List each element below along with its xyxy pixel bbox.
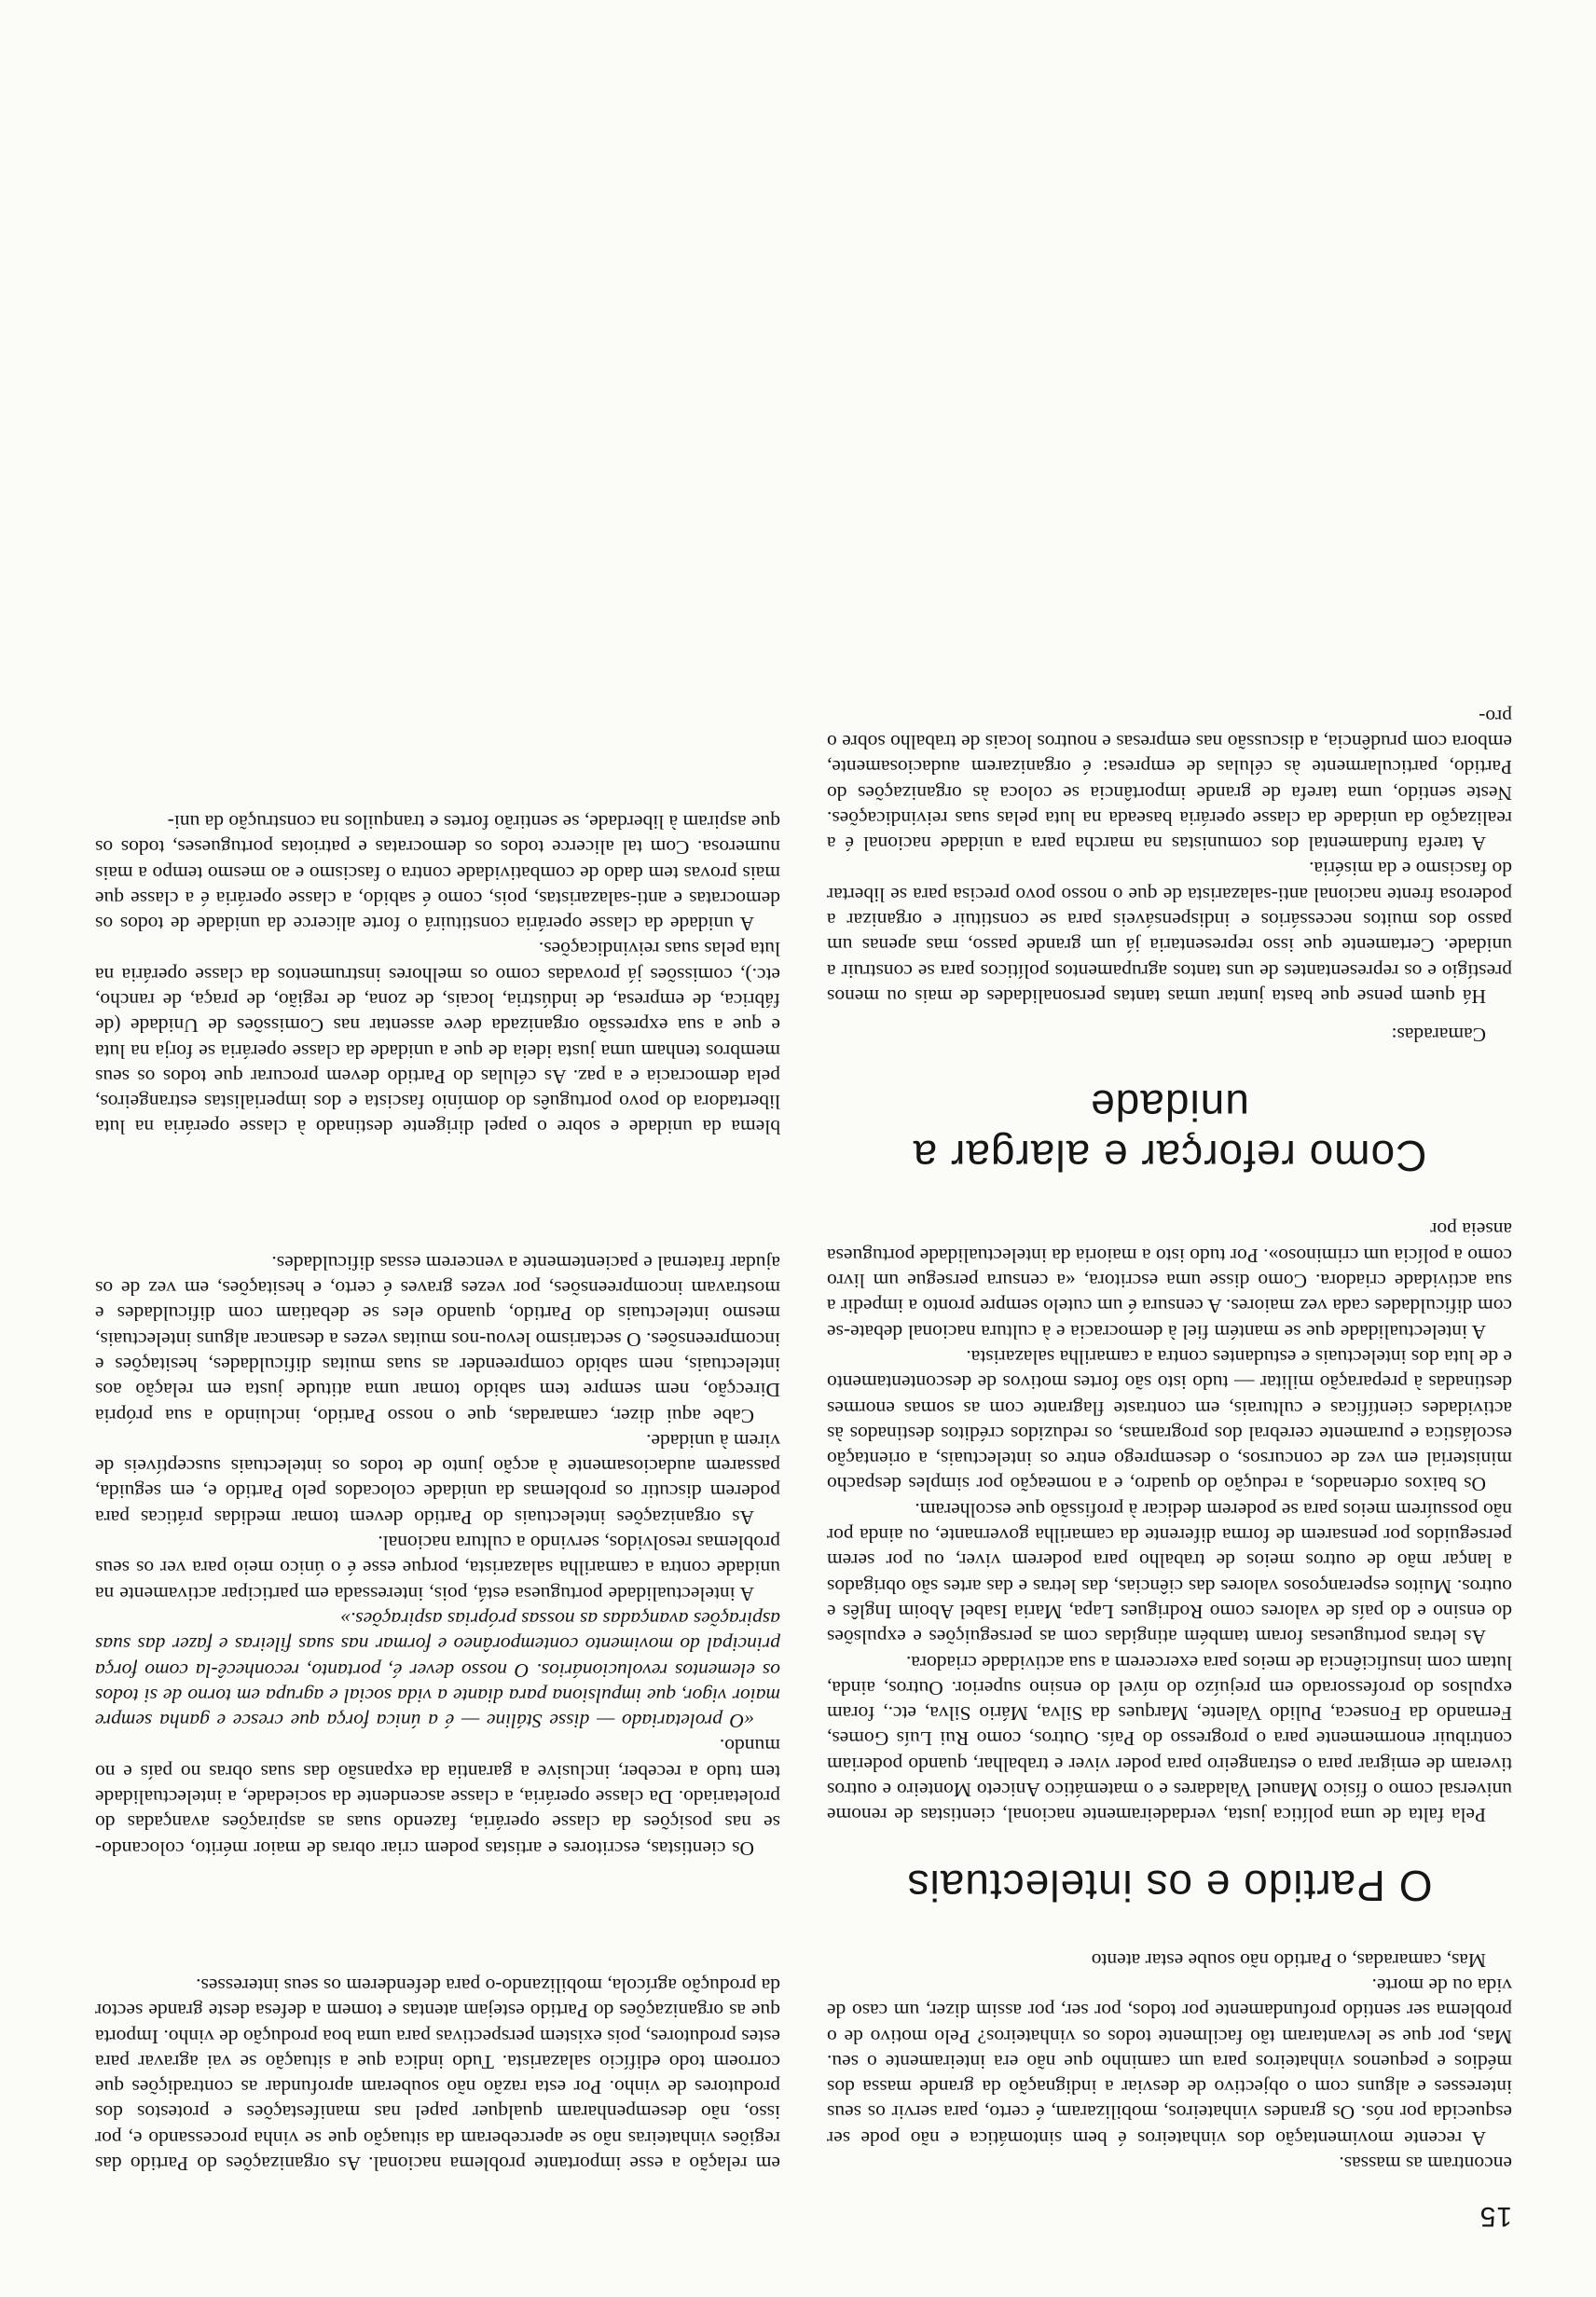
paragraph: A recente movimentação dos vinhateiros é bem sintomática e não pode ser esquecida por nós. Os grandes vinhateiros, mobilizaram, é certo, para servir os seus interesses e alguns com o objectivo de desviar a indignação da grande massa dos médios e pequenos vinhateiros para um caminho que não era inteiramente o seu. Mas, por que se levantaram tão facilmente todos os vinhateiros? Pelo motivo de o problema ser sentido profundamente por todos, por ser, por assim dizer, um caso de vida ou de morte. bbox=[827, 1974, 1512, 2150]
paragraph: Pela falta de uma política justa, verdadeiramente nacional, cientistas de renome universal como o físico Manuel Valadares e o matemático Aniceto Monteiro e outros tiveram de emigrar para o estrangeiro para poder viver e trabalhar, quando poderiam contribuir enormemente para o progresso do País. Outros, como Rui Luís Gomes, Fernando da Fonseca, Pulido Valente, Marques da Silva, Mário Silva, etc., foram expulsos do professorado em prejuízo do nível do ensino superior. Outros, ainda, lutam com insuficiência de meios para exercerem a sua actividade criadora. bbox=[827, 1651, 1512, 1827]
page-content bbox=[95, 41, 1512, 2241]
right-column bbox=[95, 50, 780, 2176]
paragraph: Os baixos ordenados, a redução do quadro, e a nomeação por simples despacho ministerial em vez de concursos, o desemprego entre os intelectuais, a orientação escolástica e puramente cerebral dos programas, os reduzidos créditos destinados às actividades científicas e culturais, em contraste flagrante com as somas enormes destinadas à preparação militar — tudo isto são fortes motivos de descontentamento e de luta dos intelectuais e estudantes contra a camarilha salazarista. bbox=[827, 1345, 1512, 1496]
paragraph: A tarefa fundamental dos comunistas na marcha para a unidade nacional é a realização da unidade da classe operária baseada na luta pelas suas reivindicações. Neste sentido, uma tarefa de grande importância se coloca às organizações do Partido, particularmente às células de empresa: é organizarem audaciosamente, embora com prudência, a discussão nas empresas e noutros locais de trabalho sobre o pro- bbox=[827, 705, 1512, 856]
paragraph: A intelectualidade que se mantém fiel à democracia e à cultura nacional debate-se com dificuldades cada vez maiores. A censura é um cutelo sempre pronto a impedir a sua actividade criadora. Como disse uma escritora, «a censura persegue um livro como a polícia um criminoso». Por tudo isto a maioria da intelectualidade portuguesa anseia por bbox=[827, 1218, 1512, 1343]
paragraph: blema da unidade e sobre o papel dirigente destinado à classe operária na luta libertadora do povo português do domínio fascista e dos imperialistas estrangeiros, pela democracia e a paz. As células do Partido devem procurar que todos os seus membros tenham uma justa ideia de que a unidade da classe operária se forja na luta e que a sua expressão organizada deve assentar nas Comissões de Unidade (de fábrica, de empresa, de indústria, locais, de zona, de região, de praça, de rancho, etc.), comissões já provadas como os melhores instrumentos da classe operária na luta pelas suas reivindicações. bbox=[95, 938, 780, 1139]
column-gap bbox=[95, 1140, 780, 1250]
quote-text: «O proletariado — disse Stáline — é a única força que cresce e ganha sempre maior vigor, que impulsiona para diante a vida social e agrupa em torno de si todos os elementos revolucionários. O nosso dever é, portanto, reconhecê-la como força principal do movimento contemporâneo e formar nas suas fileiras e fazer das suas aspirações avançadas as nossas próprias aspirações.» bbox=[95, 1607, 780, 1733]
paragraph: encontram as massas. bbox=[1339, 2153, 1512, 2175]
paragraph: A intelectualidade portuguesa está, pois, interessada em participar activamente na unidade contra a camarilha salazarista, porque esse é o único meio para ver os seus problemas resolvidos, servindo a cultura nacional. bbox=[95, 1532, 780, 1605]
paragraph: em relação a esse importante problema nacional. As organizações do Partido das regiões vinhateiras não se aperceberam da situação que se vinha processando e, por isso, não desempenharam qualquer papel nas manifestações e protestos dos produtores de vinho. Por esta razão não souberam aprofundar as contradições que corroem todo edifício salazarista. Tudo indica que a situação se vai agravar para estes produtores, pois existem perspectivas para uma boa produção de vinho. Importa que as organizações do Partido estejam atentas e tomem a defesa deste grande sector da produção agrícola, mobilizando-o para defenderem os seus interesses. bbox=[95, 1974, 780, 2175]
text-columns bbox=[95, 50, 1512, 2176]
salutation: Camaradas: bbox=[1391, 1024, 1486, 1047]
paragraph: Há quem pense que basta juntar umas tantas personalidades de mais ou menos prestígio e os representantes de uns tantos agrupamentos políticos para se construir a unidade. Certamente que isso representaria já um grande passo, mas apenas um passo dos muitos necessários e indispensáveis para se constituir e organizar a poderosa frente nacional anti-salazarista de que o nosso povo precisa para se libertar do fascismo e da miséria. bbox=[827, 858, 1512, 1008]
paragraph: As letras portuguesas foram também atingidas com as perseguições e expulsões do ensino e do país de valores como Rodrigues Lapa, Maria Isabel Aboim Inglês e outros. Muitos esperançosos valores das ciências, das letras e das artes são obrigados a lançar mão de outros meios de trabalho para poderem viver, ou por serem perseguidos por pensarem de forma diferente da camarilha governante, ou ainda por não possuírem meios para se poderem dedicar à profissão que escolheram. bbox=[827, 1498, 1512, 1649]
section-title: Como reforçar e alargar a unidade bbox=[912, 1081, 1427, 1181]
paragraph: Os cientistas, escritores e artistas podem criar obras de maior mérito, colocando-se nas posições da classe operária, fazendo suas as aspirações avançadas do proletariado. Da classe operária, a classe ascendente da sociedade, a intelectualidade tem tudo a receber, inclusive a garantia da expansão das suas obras no país e no mundo. bbox=[95, 1735, 780, 1860]
quote-paragraph bbox=[95, 1606, 780, 1733]
page-number: 15 bbox=[1479, 2201, 1512, 2232]
paragraph: A unidade da classe operária constituirá o forte alicerce da unidade de todos os democratas e anti-salazaristas, pois, como é sabido, a classe operária é a classe que mais provas tem dado de combatividade contra o fascismo e ao mesmo tempo a mais numerosa. Com tal alicerce todos os democratas e patriotas portugueses, todos os que aspiram à liberdade, se sentirão fortes e tranquilos na construção da uni- bbox=[95, 810, 780, 936]
paragraph: As organizações intelectuais do Partido devem tomar medidas práticas para poderem discutir os problemas da unidade colocados pelo Partido e, em seguida, passarem audaciosamente à acção junto de todos os intelectuais susceptíveis de virem à unidade. bbox=[95, 1429, 780, 1529]
paragraph: Cabe aqui dizer, camaradas, que o nosso Partido, incluindo a sua própria Direcção, nem sempre tem sabido tomar uma atitude justa em relação aos intelectuais, nem sabido compreender as suas muitas dificuldades, hesitações e incompreensões. O sectarismo levou-nos muitas vezes a desancar alguns intelectuais, mesmo intelectuais do Partido, quando eles se debatiam com dificuldades e mostravam incompreensões, por vezes graves é certo, e hesitações, em vez de os ajudar fraternal e pacientemente a vencerem essas dificuldades. bbox=[95, 1251, 780, 1427]
paragraph: Mas, camaradas, o Partido não soube estar atento bbox=[1091, 1948, 1486, 1972]
column-gap bbox=[95, 1861, 780, 1973]
left-column bbox=[827, 50, 1512, 2176]
section-title: O Partido e os intelectuais bbox=[906, 1862, 1433, 1911]
